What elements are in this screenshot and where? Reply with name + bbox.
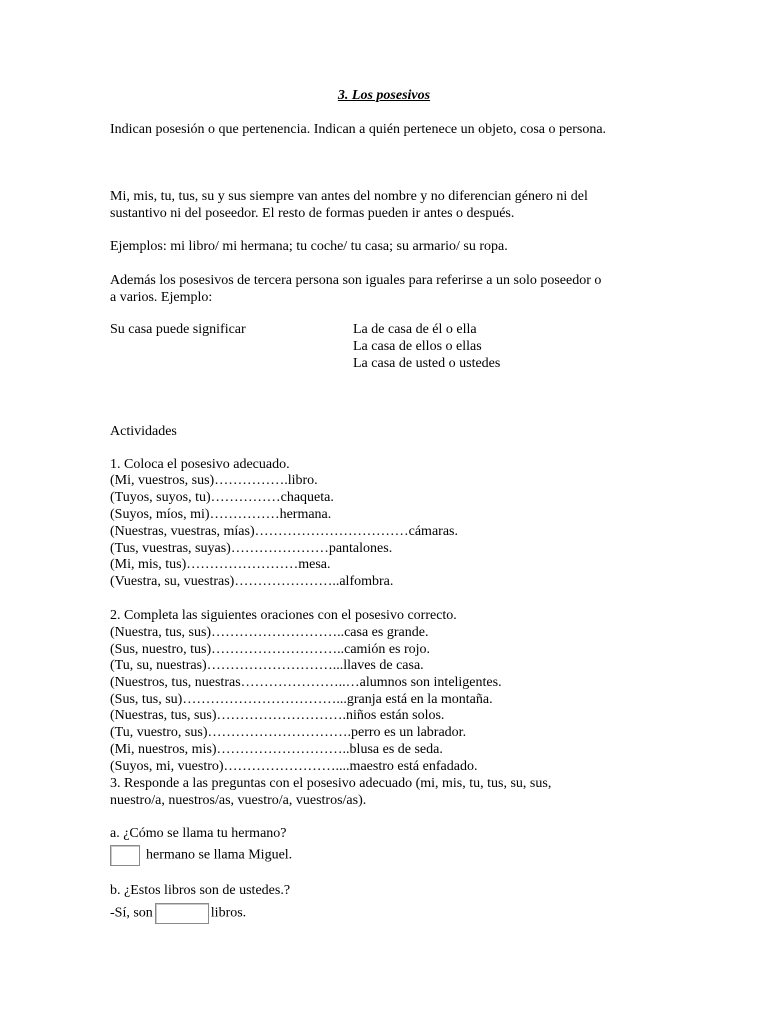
exercise-1-item: (Mi, mis, tus)……………………mesa.	[110, 557, 331, 572]
answer-b-row	[110, 903, 246, 924]
exercise-1-item: (Mi, vuestros, sus)…………….libro.	[110, 473, 318, 488]
exercise-2-item: (Suyos, mi, vuestro)……………………....maestro está enfadado.	[110, 759, 478, 774]
exercise-2-item: (Tu, su, nuestras)………………………...llaves de casa.	[110, 658, 424, 673]
intro-text: Indican posesión o que pertenencia. Indican a quién pertenece un objeto, cosa o persona.	[110, 122, 607, 137]
answer-b-suffix: libros.	[210, 905, 247, 921]
exercise-2-item: (Nuestra, tus, sus)………………………..casa es grande.	[110, 625, 429, 640]
exercise-2-item: (Sus, nuestro, tus)………………………..camión es rojo.	[110, 642, 431, 657]
exercise-2-item: (Mi, nuestros, mis)………………………..blusa es de seda.	[110, 742, 443, 757]
rule-paragraph-line: sustantivo ni del poseedor. El resto de formas pueden ir antes o después.	[110, 206, 515, 221]
exercise-1-item: (Tus, vuestras, suyas)…………………pantalones.	[110, 541, 393, 556]
answer-b-prefix: -Sí, son	[110, 905, 153, 921]
question-b: b. ¿Estos libros son de ustedes.?	[110, 883, 291, 898]
exercise-1-item: (Vuestra, su, vuestras)…………………..alfombra.	[110, 574, 394, 589]
answer-a-text: hermano se llama Miguel.	[146, 847, 293, 863]
exercise-1-item: (Nuestras, vuestras, mías)……………………………cámaras.	[110, 524, 458, 539]
su-casa-meaning: La casa de ellos o ellas	[353, 339, 482, 354]
exercise-1-heading: 1. Coloca el posesivo adecuado.	[110, 457, 290, 472]
examples-text: Ejemplos: mi libro/ mi hermana; tu coche/ tu casa; su armario/ su ropa.	[110, 239, 508, 254]
question-a: a. ¿Cómo se llama tu hermano?	[110, 826, 287, 841]
su-casa-meaning: La de casa de él o ella	[353, 322, 477, 337]
su-casa-label: Su casa puede significar	[110, 322, 246, 337]
exercise-3-heading-line: nuestro/a, nuestros/as, vuestro/a, vuestros/as).	[110, 793, 367, 808]
answer-b-input-box[interactable]	[155, 903, 209, 924]
exercise-2-item: (Nuestros, tus, nuestras…………………..…alumnos son inteligentes.	[110, 675, 502, 690]
answer-a-input-box[interactable]	[110, 845, 140, 866]
activities-heading: Actividades	[110, 424, 177, 439]
answer-a-row	[110, 845, 292, 866]
exercise-2-item: (Tu, vuestro, sus)………………………….perro es un labrador.	[110, 725, 467, 740]
rule-paragraph-line: Mi, mis, tu, tus, su y sus siempre van antes del nombre y no diferencian género ni del	[110, 189, 588, 204]
third-person-paragraph-line: Además los posesivos de tercera persona son iguales para referirse a un solo poseedor o	[110, 273, 602, 288]
exercise-1-item: (Tuyos, suyos, tu)……………chaqueta.	[110, 490, 334, 505]
exercise-3-heading-line: 3. Responde a las preguntas con el posesivo adecuado (mi, mis, tu, tus, su, sus,	[110, 776, 552, 791]
su-casa-meaning: La casa de usted o ustedes	[353, 356, 501, 371]
exercise-2-heading: 2. Completa las siguientes oraciones con el posesivo correcto.	[110, 608, 457, 623]
exercise-1-item: (Suyos, míos, mi)……………hermana.	[110, 507, 332, 522]
exercise-2-item: (Sus, tus, su)……………………………...granja está en la montaña.	[110, 692, 493, 707]
page-title: 3. Los posesivos	[337, 88, 431, 103]
third-person-paragraph-line: a varios. Ejemplo:	[110, 290, 213, 305]
exercise-2-item: (Nuestras, tus, sus)……………………….niños están solos.	[110, 708, 445, 723]
